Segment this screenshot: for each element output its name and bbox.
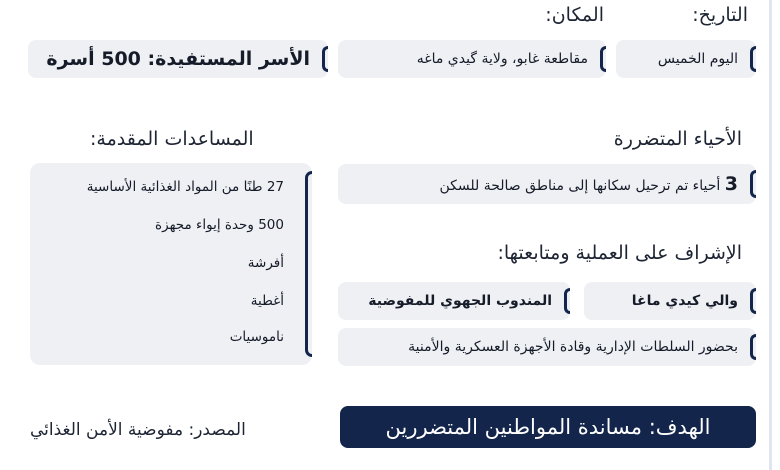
supervisor-pill-2 (338, 282, 570, 320)
neighborhoods-label: الأحياء المتضررة (613, 128, 742, 150)
place-label: المكان: (545, 4, 604, 26)
aid-label: المساعدات المقدمة: (90, 128, 254, 150)
neighborhoods-text-wrap (440, 173, 757, 195)
attendance-pill (338, 328, 756, 366)
place-pill (338, 40, 606, 78)
neighborhoods-pill (338, 164, 756, 204)
place-value: مقاطعة غابو، ولاية گيدي ماغه (416, 51, 588, 67)
aid-item: أغطية (250, 293, 284, 309)
date-label: التاريخ: (692, 4, 748, 26)
aid-item: 500 وحدة إيواء مجهزة (155, 217, 284, 233)
neighborhoods-text: أحياء تم ترحيل سكانها إلى مناطق صالحة للسكن (439, 178, 721, 194)
aid-item: ناموسيات (229, 329, 284, 345)
supervision-label: الإشراف على العملية ومتابعتها: (497, 242, 742, 264)
source-text: المصدر: مفوضية الأمن الغذائي (30, 420, 246, 440)
neighborhoods-count: 3 (724, 173, 738, 195)
date-value: اليوم الخميس (657, 51, 738, 67)
supervisor-pill-1 (584, 282, 756, 320)
goal-banner (340, 406, 756, 448)
aid-item: أفرشة (247, 255, 284, 271)
supervisor-1: والي كيدي ماغا (631, 293, 738, 309)
supervisor-2: المندوب الجهوي للمفوضية (368, 293, 552, 309)
attendance-text: بحضور السلطات الإدارية وقادة الأجهزة العسكرية والأمنية (408, 339, 738, 355)
beneficiaries-value: الأسر المستفيدة: 500 أسرة (46, 48, 310, 70)
aid-list (30, 163, 312, 365)
goal-text: الهدف: مساندة المواطنين المتضررين (385, 415, 711, 439)
date-pill (616, 40, 756, 78)
beneficiaries-pill (28, 40, 328, 78)
aid-item: 27 طنًا من المواد الغذائية الأساسية (86, 179, 284, 195)
